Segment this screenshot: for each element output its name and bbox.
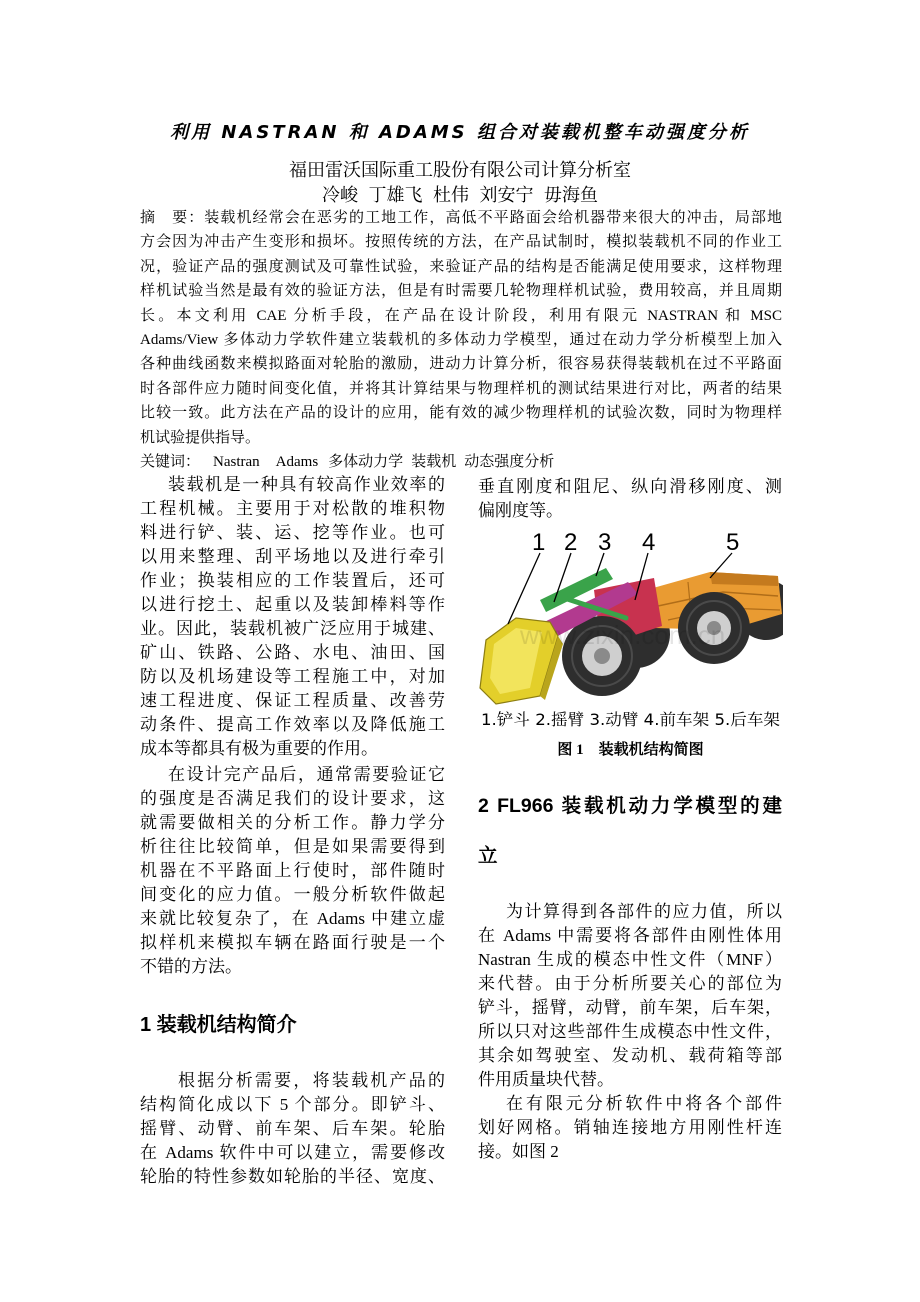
part-label: 3 bbox=[598, 529, 612, 556]
keyword: Nastran bbox=[213, 454, 260, 470]
text-line: 摘 要：装载机经常会在恶劣的工地工作，高低不平路面会给机器带来很大的冲击，局部地 bbox=[140, 210, 782, 226]
keyword: Adams bbox=[275, 454, 319, 470]
paragraph bbox=[478, 1092, 782, 1164]
text-line: 件用质量块代替。 bbox=[478, 1070, 614, 1089]
section-heading-1: 1 装载机结构简介 bbox=[140, 1014, 297, 1036]
text-line: 况，验证产品的强度测试及可靠性试验，来验证产品的结构是否能满足使用要求，这样物理 bbox=[140, 258, 782, 275]
text-line: 样机试验当然是最有效的验证方法，但是有时需要几轮物理样机试验，费用较高，并且周期 bbox=[140, 283, 782, 300]
text-line: 在 Adams 中需要将各部件由刚性体用 bbox=[478, 926, 782, 945]
text-line: 间变化的应力值。一般分析软件做起 bbox=[140, 885, 445, 904]
affiliation: 福田雷沃国际重工股份有限公司计算分析室 bbox=[289, 160, 631, 180]
text-line: 在设计完产品后，通常需要验证它 bbox=[168, 765, 445, 784]
text-line: 在有限元分析软件中将各个部件 bbox=[506, 1094, 782, 1113]
text-line: 以用来整理、刮平场地以及进行牵引 bbox=[140, 547, 445, 566]
text-line: 矿山、铁路、公路、水电、油田、国 bbox=[140, 643, 445, 662]
text-line: 料进行铲、装、运、挖等作业。也可 bbox=[140, 523, 445, 542]
section-heading-2 bbox=[478, 781, 782, 881]
figure-1 bbox=[478, 526, 783, 738]
text-line: 装载机是一种具有较高作业效率的 bbox=[168, 475, 445, 494]
part-label: 1 bbox=[532, 529, 546, 556]
figure-legend: 1.铲斗 2.摇臂 3.动臂 4.前车架 5.后车架 bbox=[481, 710, 780, 729]
watermark: www.zixin.com.cn bbox=[520, 620, 726, 650]
text-line: 拟样机来模拟车辆在路面行驶是一个 bbox=[140, 933, 445, 952]
text-line: 根据分析需要，将装载机产品的 bbox=[178, 1071, 445, 1090]
text-line: 来就比较复杂了，在 Adams 中建立虚 bbox=[140, 909, 445, 928]
text-line: 以进行挖土、起重以及装卸棒料等作 bbox=[140, 595, 445, 614]
paper-title: 利用 NASTRAN 和 ADAMS 组合对装载机整车动强度分析 bbox=[170, 122, 750, 143]
paragraph-continuation bbox=[478, 475, 782, 523]
text-line: 所以只对这些部件生成模态中性文件， bbox=[478, 1022, 782, 1041]
paragraph bbox=[478, 900, 782, 1092]
text-line: 就需要做相关的分析工作。静力学分 bbox=[140, 813, 445, 832]
text-line: 方会因为冲击产生变形和损坏。按照传统的方法，在产品试制时，模拟装载机不同的作业工 bbox=[140, 234, 782, 251]
keywords bbox=[140, 450, 782, 474]
loader-structure-diagram bbox=[478, 526, 783, 738]
text-line: 时各部件应力随时间变化值，并将其计算结果与物理样机的测试结果进行对比，两者的结果 bbox=[140, 380, 782, 397]
part-label: 5 bbox=[726, 529, 740, 556]
text-line: 铲斗，摇臂，动臂，前车架，后车架， bbox=[478, 998, 782, 1017]
author-list: 冷峻 丁雄飞 杜伟 刘安宁 毋海鱼 bbox=[322, 185, 598, 205]
keyword: 装载机 bbox=[411, 454, 457, 470]
text-line: 偏刚度等。 bbox=[478, 501, 563, 520]
text-line: 为计算得到各部件的应力值，所以 bbox=[506, 902, 782, 921]
paragraph bbox=[140, 1069, 445, 1189]
text-line: 接。如图 2 bbox=[478, 1142, 559, 1161]
text-line: 比较一致。此方法在产品的设计的应用，能有效的减少物理样机的试验次数，同时为物理样 bbox=[140, 405, 782, 422]
text-line: 析往往比较简单，但是如果需要得到 bbox=[140, 837, 445, 856]
keyword: 动态强度分析 bbox=[464, 454, 555, 470]
text-line: 在 Adams 软件中可以建立，需要修改 bbox=[140, 1143, 445, 1162]
text-line: 防以及机场建设等工程施工中，对加 bbox=[140, 667, 445, 686]
text-line: 成本等都具有极为重要的作用。 bbox=[140, 739, 378, 758]
text-line: 工程机械。主要用于对松散的堆积物 bbox=[140, 499, 445, 518]
text-line: 机试验提供指导。 bbox=[140, 429, 261, 446]
text-line: 不错的方法。 bbox=[140, 957, 242, 976]
text-line: 2 FL966 装载机动力学模型的建 bbox=[478, 795, 782, 817]
text-line: 立 bbox=[478, 845, 498, 867]
text-line: 的强度是否满足我们的设计要求，这 bbox=[140, 789, 445, 808]
text-line: 各种曲线函数来模拟路面对轮胎的激励，进动力计算分析，很容易获得装载机在过不平路面 bbox=[140, 356, 782, 373]
text-line: 结构简化成以下 5 个部分。即铲斗、 bbox=[140, 1095, 445, 1114]
abstract bbox=[140, 206, 782, 450]
text-line: Adams/View 多体动力学软件建立装载机的多体动力学模型，通过在动力学分析模型上加入 bbox=[140, 332, 782, 349]
text-line: 划好网格。销轴连接地方用刚性杆连 bbox=[478, 1118, 782, 1137]
keywords-label: 关键词： bbox=[140, 454, 201, 470]
text-line: 作业；换装相应的工作装置后，还可 bbox=[140, 571, 445, 590]
keyword: 多体动力学 bbox=[328, 454, 404, 470]
text-line: 来代替。由于分析所要关心的部位为 bbox=[478, 974, 782, 993]
text-line: 垂直刚度和阻尼、纵向滑移刚度、测 bbox=[478, 477, 782, 496]
figure-caption: 图 1 装载机结构简图 bbox=[557, 742, 704, 758]
text-line: Nastran 生成的模态中性文件（MNF） bbox=[478, 950, 782, 969]
paragraph bbox=[140, 473, 445, 761]
paragraph bbox=[140, 763, 445, 979]
part-label: 2 bbox=[564, 529, 578, 556]
part-label: 4 bbox=[642, 529, 656, 556]
text-line: 摇臂、动臂、前车架、后车架。轮胎 bbox=[140, 1119, 445, 1138]
text-line: 业。因此，装载机被广泛应用于城建、 bbox=[140, 619, 445, 638]
text-line: 轮胎的特性参数如轮胎的半径、宽度、 bbox=[140, 1167, 445, 1186]
text-line: 其余如驾驶室、发动机、载荷箱等部 bbox=[478, 1046, 782, 1065]
text-line: 机器在不平路面上行使时，部件随时 bbox=[140, 861, 445, 880]
text-line: 长。本文利用 CAE 分析手段，在产品在设计阶段，利用有限元 NASTRAN 和 MSC bbox=[140, 307, 782, 324]
text-line: 速工程进度、保证工程质量、改善劳 bbox=[140, 691, 445, 710]
text-line: 动条件、提高工作效率以及降低施工 bbox=[140, 715, 445, 734]
